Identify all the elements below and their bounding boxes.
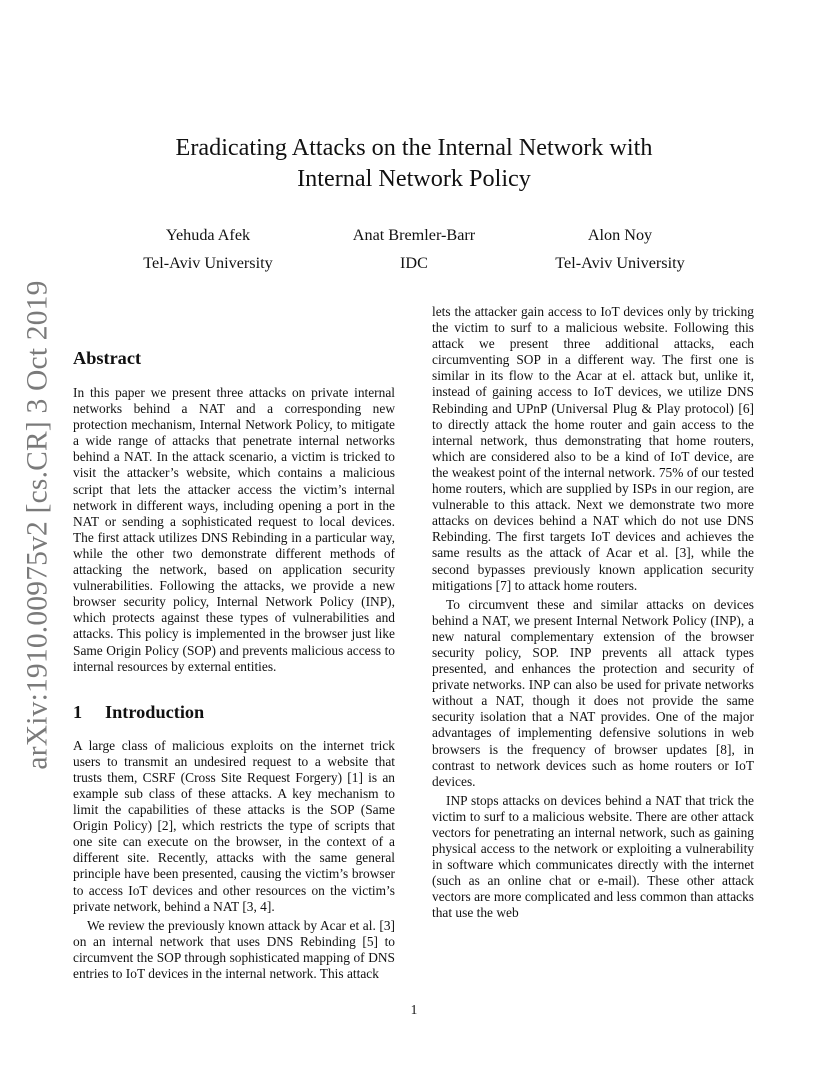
right-column [432, 304, 754, 922]
author-block [93, 221, 323, 277]
author-block [505, 221, 735, 277]
title-line-1: Eradicating Attacks on the Internal Network with [175, 134, 653, 161]
arxiv-identifier: arXiv:1910.00975v2 [cs.CR] 3 Oct 2019 [21, 280, 54, 770]
author-affiliation: Tel-Aviv University [555, 254, 685, 272]
paragraph: To circumvent these and similar attacks on devices behind a NAT, we present Internal Network Policy (INP), a new natural complementary extension of the browser security policy, SOP. INP prevents all attack types presented, and enhances the protection and security of private networks. INP can also be used for private networks without a NAT, though it does not provide the same security isolation that a NAT provides. One of the major advantages of implementing defensive solutions in web browsers is the frequency of browser updates [8], in contrast to network devices such as home routers or IoT devices. [432, 596, 754, 789]
left-column [73, 346, 395, 982]
author-affiliation: Tel-Aviv University [143, 254, 273, 272]
author-name: Yehuda Afek [165, 226, 251, 244]
section-title: Introduction [105, 701, 205, 722]
author-block [299, 221, 529, 277]
paper-title [0, 132, 828, 194]
author-name: Anat Bremler-Barr [352, 226, 476, 244]
author-name: Alon Noy [587, 226, 653, 244]
author-affiliation: IDC [400, 254, 428, 272]
abstract-text: In this paper we present three attacks on private internal networks behind a NAT and a corresponding new protection mechanism, Internal Network Policy, to mitigate a wide range of attacks that penetrate internal networks behind a NAT. In the attack scenario, a victim is tricked to visit the attacker’s website, which contains a malicious script that lets the attacker access the victim’s internal network in different ways, including opening a port in the NAT or sending a sophisticated request to local devices. The first attack utilizes DNS Rebinding in a particular way, while the other two demonstrate different methods of attacking the network, based on application security vulnerabilities. Following the attacks, we provide a new browser security policy, Internal Network Policy (INP), which protects against these types of vulnerabilities and attacks. This policy is implemented in the browser just like Same Origin Policy (SOP) and prevents malicious access to internal resources by external entities. [73, 385, 395, 674]
paragraph-continued: lets the attacker gain access to IoT devices only by tricking the victim to surf to a malicious website. Following this attack we present three additional attacks, each circumventing SOP in a different way. The first one is similar in its flow to the Acar at el. attack but, unlike it, instead of gaining access to IoT devices, we utilize DNS Rebinding and UPnP (Universal Plug & Play protocol) [6] to directly attack the home router and gain access to the internal network, thus demonstrating that home routers, which are considered also to be a kind of IoT device, are the weakest point of the internal network. 75% of our tested home routers, which are supplied by ISPs in our region, are vulnerable to this attack. Next we demonstrate two more attacks on devices behind a NAT which do not use DNS Rebinding. The first targets IoT devices and achieves the same results as the attack of Acar et al. [3], while the second bypasses previously known application security mitigations [7] to attack home routers. [432, 304, 754, 593]
title-line-2: Internal Network Policy [297, 165, 531, 192]
paragraph: We review the previously known attack by Acar et al. [3] on an internal network that uses DNS Rebinding [5] to circumvent the SOP through sophisticated mapping of DNS entries to IoT devices in the internal network. This attack [73, 917, 395, 981]
abstract-heading: Abstract [73, 348, 142, 368]
introduction-heading [73, 700, 395, 724]
page-number: 1 [410, 1002, 418, 1017]
paragraph: INP stops attacks on devices behind a NAT that trick the victim to surf to a malicious website. There are other attack vectors for penetrating an internal network, such as gaining physical access to the network or exploiting a vulnerability in software which communicates directly with the internet (such as an online chat or e-mail). These other attack vectors are more complicated and less common than attacks that use the web [432, 792, 754, 921]
section-number: 1 [73, 701, 83, 722]
paragraph: A large class of malicious exploits on the internet trick users to transmit an undesired request to a website that trusts them, CSRF (Cross Site Request Forgery) [1] is an example sub class of these attacks. A key mechanism to limit the capabilities of these attacks is the SOP (Same Origin Policy) [2], which restricts the type of scripts that one site can execute on the browser, in the context of a different site. Recently, attacks with the same general principle have been presented, causing the victim’s browser to access IoT devices and other resources on the victim’s private network, behind a NAT [3, 4]. [73, 737, 395, 914]
